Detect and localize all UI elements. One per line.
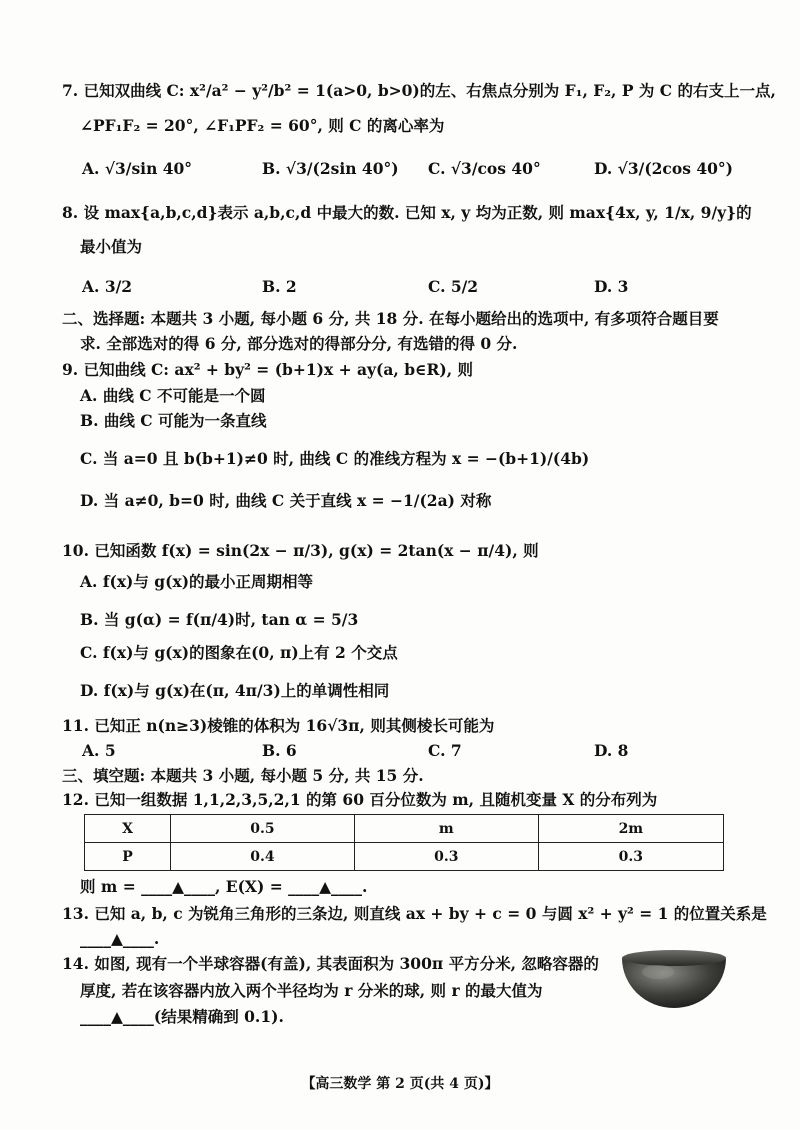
- q14-stem-line1: 14. 如图, 现有一个半球容器(有盖), 其表面积为 300π 平方分米, 忽略容器的: [62, 954, 599, 973]
- q8-option-d: D. 3: [594, 277, 629, 296]
- distribution-table: [84, 814, 724, 871]
- table-cell: P: [85, 843, 171, 871]
- q14-stem-line2: 厚度, 若在该容器内放入两个半径均为 r 分米的球, 则 r 的最大值为: [80, 981, 543, 1000]
- q11-stem: 11. 已知正 n(n≥3)棱锥的体积为 16√3π, 则其侧棱长可能为: [62, 716, 495, 735]
- table-row-p: [85, 843, 724, 871]
- q12-answer-line: 则 m = ____▲____, E(X) = ____▲____.: [80, 877, 368, 896]
- q10-option-c: C. f(x)与 g(x)的图象在(0, π)上有 2 个交点: [80, 643, 398, 662]
- q8-option-b: B. 2: [262, 277, 297, 296]
- q9-option-d: D. 当 a≠0, b=0 时, 曲线 C 关于直线 x = −1/(2a) 对称: [80, 491, 492, 510]
- q7-option-d: D. √3/(2cos 40°): [594, 159, 733, 178]
- q13-stem-line1: 13. 已知 a, b, c 为锐角三角形的三条边, 则直线 ax + by + c = 0 与圆 x² + y² = 1 的位置关系是: [62, 904, 767, 923]
- q10-stem: 10. 已知函数 f(x) = sin(2x − π/3), g(x) = 2tan(x − π/4), 则: [62, 541, 539, 560]
- table-cell: 0.3: [538, 843, 723, 871]
- q9-stem: 9. 已知曲线 C: ax² + by² = (b+1)x + ay(a, b∈R), 则: [62, 360, 474, 379]
- section2-heading-line2: 求. 全部选对的得 6 分, 部分选对的得部分分, 有选错的得 0 分.: [80, 334, 518, 353]
- section3-heading: 三、填空题: 本题共 3 小题, 每小题 5 分, 共 15 分.: [62, 766, 424, 785]
- q7-stem-line2: ∠PF₁F₂ = 20°, ∠F₁PF₂ = 60°, 则 C 的离心率为: [80, 116, 445, 135]
- q8-stem-line2: 最小值为: [80, 237, 143, 256]
- q10-option-d: D. f(x)与 g(x)在(π, 4π/3)上的单调性相同: [80, 681, 390, 700]
- table-cell: 0.4: [171, 843, 355, 871]
- q8-stem-line1: 8. 设 max{a,b,c,d}表示 a,b,c,d 中最大的数. 已知 x, y 均为正数, 则 max{4x, y, 1/x, 9/y}的: [62, 203, 752, 222]
- q11-option-d: D. 8: [594, 741, 629, 760]
- page-footer: 【高三数学 第 2 页(共 4 页)】: [301, 1076, 499, 1092]
- q11-option-b: B. 6: [262, 741, 297, 760]
- q11-option-c: C. 7: [428, 741, 462, 760]
- q10-option-b: B. 当 g(α) = f(π/4)时, tan α = 5/3: [80, 610, 359, 629]
- section2-heading-line1: 二、选择题: 本题共 3 小题, 每小题 6 分, 共 18 分. 在每小题给出的选项中, 有多项符合题目要: [62, 309, 719, 328]
- table-cell: 0.5: [171, 815, 355, 843]
- table-cell: 0.3: [354, 843, 538, 871]
- q8-option-a: A. 3/2: [82, 277, 133, 296]
- q10-option-a: A. f(x)与 g(x)的最小正周期相等: [80, 572, 314, 591]
- q14-stem-line3: ____▲____(结果精确到 0.1).: [80, 1007, 284, 1026]
- q9-option-a: A. 曲线 C 不可能是一个圆: [80, 386, 266, 405]
- q9-option-b: B. 曲线 C 可能为一条直线: [80, 411, 267, 430]
- table-cell: X: [85, 815, 171, 843]
- q7-stem-line1: 7. 已知双曲线 C: x²/a² − y²/b² = 1(a>0, b>0)的左、右焦点分别为 F₁, F₂, P 为 C 的右支上一点,: [62, 81, 776, 100]
- q7-option-a: A. √3/sin 40°: [82, 159, 193, 178]
- hemisphere-container-figure: [618, 948, 730, 1010]
- table-cell: 2m: [538, 815, 723, 843]
- q13-stem-line2: ____▲____.: [80, 929, 160, 948]
- q9-option-c: C. 当 a=0 且 b(b+1)≠0 时, 曲线 C 的准线方程为 x = −(b+1)/(4b): [80, 449, 590, 468]
- q12-stem: 12. 已知一组数据 1,1,2,3,5,2,1 的第 60 百分位数为 m, 且随机变量 X 的分布列为: [62, 790, 658, 809]
- q11-option-a: A. 5: [82, 741, 116, 760]
- q8-option-c: C. 5/2: [428, 277, 479, 296]
- table-row-x: [85, 815, 724, 843]
- q7-option-c: C. √3/cos 40°: [428, 159, 541, 178]
- q7-option-b: B. √3/(2sin 40°): [262, 159, 399, 178]
- table-cell: m: [354, 815, 538, 843]
